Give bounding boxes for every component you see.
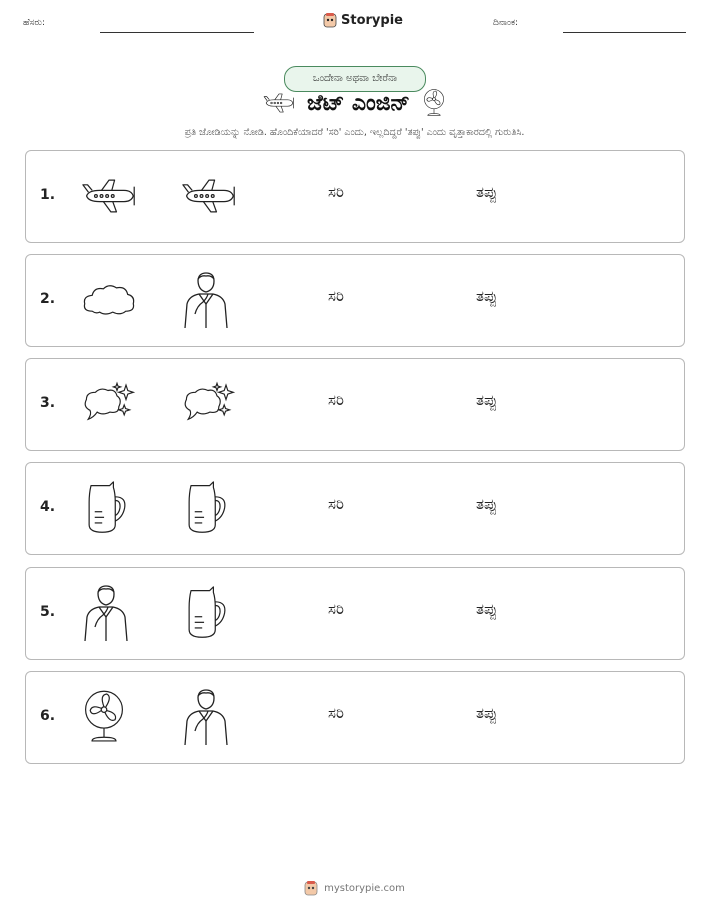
footer-url: mystorypie.com [324, 882, 405, 894]
storypie-mascot-icon [323, 12, 337, 28]
instructions: ಪ್ರತಿ ಜೋಡಿಯನ್ನು ನೋಡಿ. ಹೊಂದಿಕೆಯಾದರೆ 'ಸರಿ' ಎಂದು, ಇಲ್ಲದಿದ್ದರೆ 'ತಪ್ಪು' ಎಂದು ವೃತ್ತಾಕಾರದಲ್ಲಿ ಗುರುತಿಸಿ. [184, 127, 525, 138]
question-card [25, 567, 685, 660]
airplane-icon [81, 177, 137, 215]
answer-true-option[interactable]: ಸರಿ [328, 495, 344, 513]
name-field[interactable] [100, 32, 254, 33]
brand-logo [323, 12, 403, 28]
fan-icon [81, 689, 127, 745]
fan-icon [422, 88, 446, 118]
jug-icon [181, 585, 229, 641]
question-number: 4. [40, 499, 56, 515]
question-card [25, 254, 685, 347]
jug-icon [81, 480, 129, 536]
name-label: ಹೆಸರು: [23, 18, 46, 28]
steam-puff-icon [81, 380, 135, 428]
question-card [25, 358, 685, 451]
question-card [25, 150, 685, 243]
thinking-man-icon [181, 270, 231, 330]
question-number: 3. [40, 395, 56, 411]
question-number: 1. [40, 187, 56, 203]
airplane-icon [263, 92, 295, 114]
date-field[interactable] [563, 32, 686, 33]
answer-false-option[interactable]: ತಪ್ಪು [476, 600, 498, 618]
footer [0, 880, 709, 896]
storypie-mascot-icon [304, 880, 318, 896]
answer-true-option[interactable]: ಸರಿ [328, 287, 344, 305]
answer-true-option[interactable]: ಸರಿ [328, 704, 344, 722]
question-number: 6. [40, 708, 56, 724]
answer-true-option[interactable]: ಸರಿ [328, 183, 344, 201]
steam-puff-icon [181, 380, 235, 428]
page-title: ಜೆಟ್ ಎಂಜಿನ್ [307, 90, 410, 116]
answer-true-option[interactable]: ಸರಿ [328, 391, 344, 409]
question-card [25, 462, 685, 555]
worksheet-type-badge: ಒಂದೇನಾ ಅಥವಾ ಬೇರೆನಾ [284, 66, 426, 92]
jug-icon [181, 480, 229, 536]
question-number: 5. [40, 604, 56, 620]
airplane-icon [181, 177, 237, 215]
answer-false-option[interactable]: ತಪ್ಪು [476, 704, 498, 722]
date-label: ದಿನಾಂಕ: [493, 18, 519, 28]
thinking-man-icon [81, 583, 131, 643]
brand-name: Storypie [341, 12, 403, 28]
answer-true-option[interactable]: ಸರಿ [328, 600, 344, 618]
title-row [0, 88, 709, 118]
answer-false-option[interactable]: ತಪ್ಪು [476, 183, 498, 201]
answer-false-option[interactable]: ತಪ್ಪು [476, 391, 498, 409]
cloud-icon [81, 281, 137, 319]
question-number: 2. [40, 291, 56, 307]
question-card [25, 671, 685, 764]
answer-false-option[interactable]: ತಪ್ಪು [476, 495, 498, 513]
answer-false-option[interactable]: ತಪ್ಪು [476, 287, 498, 305]
thinking-man-icon [181, 687, 231, 747]
